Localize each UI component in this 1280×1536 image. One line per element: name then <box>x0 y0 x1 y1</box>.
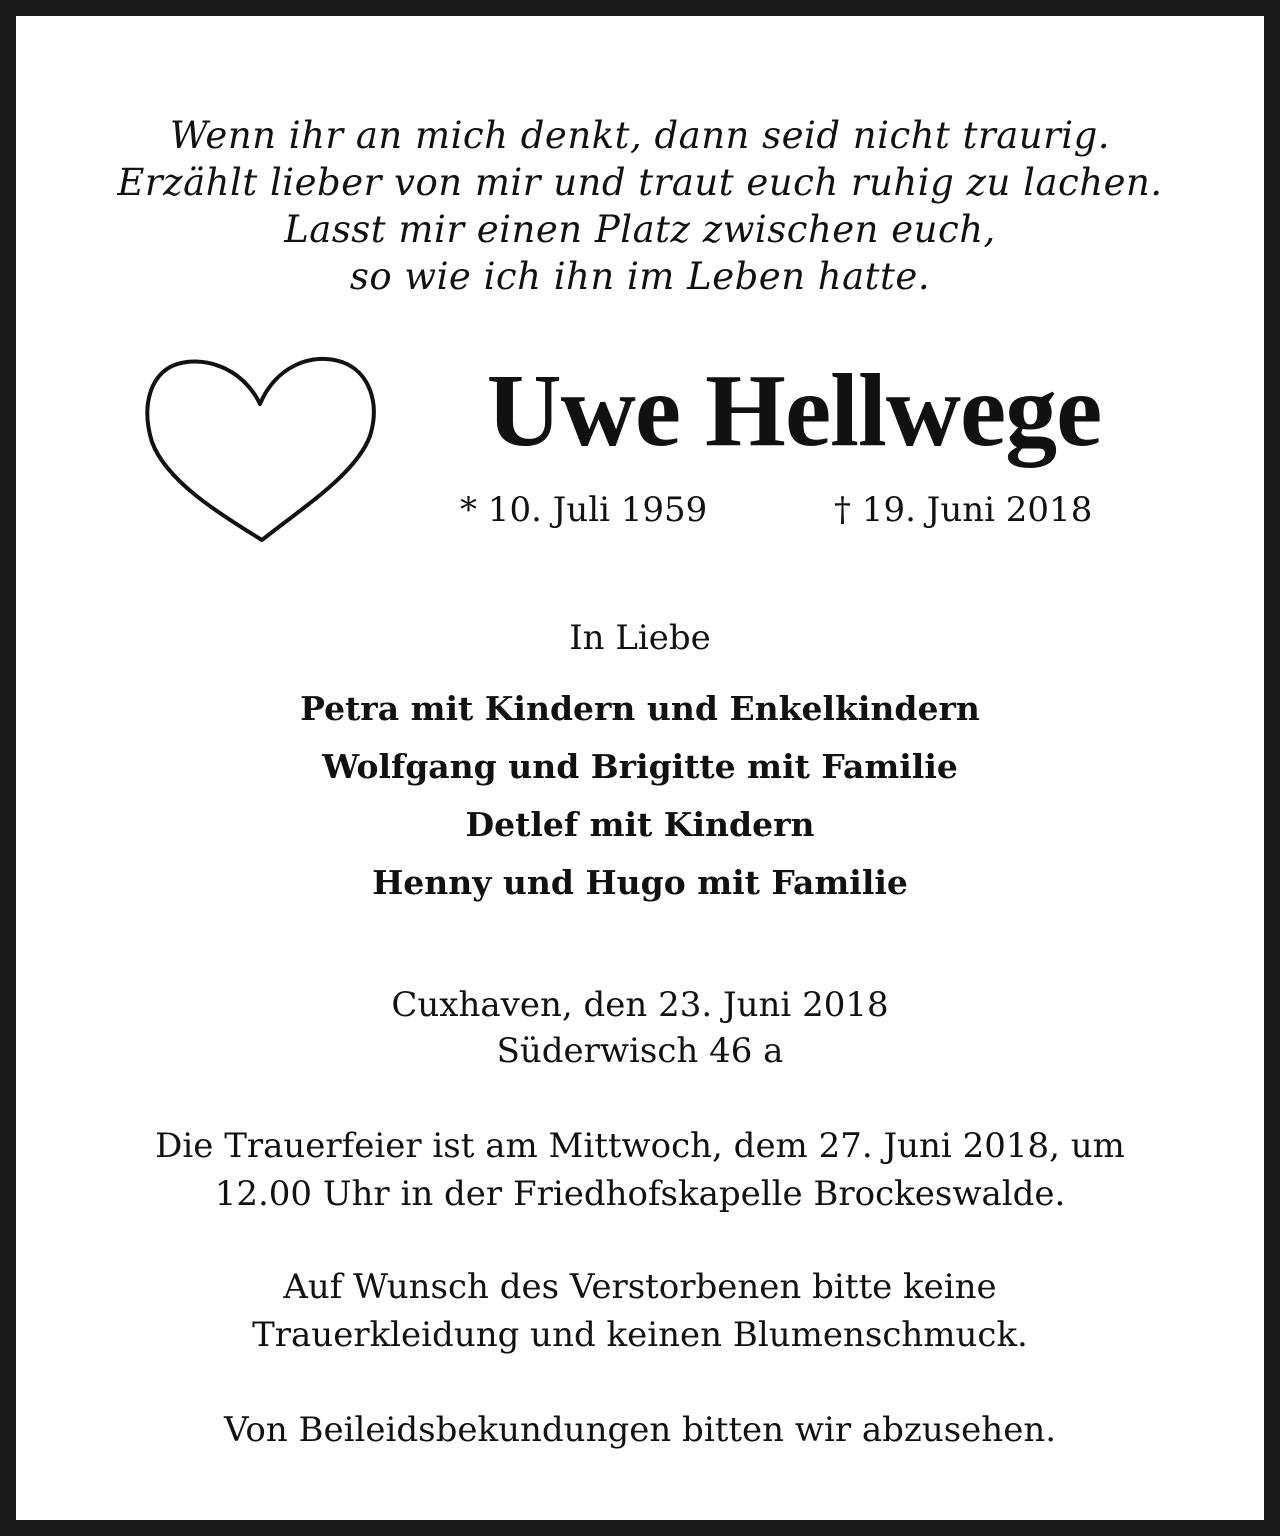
mourner-line: Henny und Hugo mit Familie <box>372 863 908 902</box>
memorial-poem <box>32 112 1248 300</box>
wish-line: Trauerkleidung und keinen Blumenschmuck. <box>252 1315 1028 1355</box>
death-date: † 19. Juni 2018 <box>834 490 1093 530</box>
mourners-list <box>32 680 1248 912</box>
mourner-line: Petra mit Kindern und Enkelkindern <box>300 689 980 728</box>
funeral-service-info <box>32 1122 1248 1218</box>
place-date: Cuxhaven, den 23. Juni 2018 <box>391 985 889 1025</box>
place-and-address <box>32 982 1248 1074</box>
in-love-intro: In Liebe <box>569 618 711 658</box>
deceased-wish <box>32 1263 1248 1359</box>
poem-line: Wenn ihr an mich denkt, dann seid nicht traurig. <box>169 114 1111 157</box>
wish-line: Auf Wunsch des Verstorbenen bitte keine <box>283 1267 997 1307</box>
deceased-name: Uwe Hellwege <box>486 353 1102 468</box>
poem-line: Erzählt lieber von mir und traut euch ruhig zu lachen. <box>117 161 1163 204</box>
birth-date: * 10. Juli 1959 <box>460 490 708 530</box>
poem-line: so wie ich ihn im Leben hatte. <box>349 255 931 298</box>
heart-outline-icon <box>142 352 378 546</box>
ceremony-line: Die Trauerfeier ist am Mittwoch, dem 27. Juni 2018, um <box>155 1126 1125 1166</box>
address: Süderwisch 46 a <box>496 1031 784 1071</box>
poem-line: Lasst mir einen Platz zwischen euch, <box>284 208 996 251</box>
ceremony-line: 12.00 Uhr in der Friedhofskapelle Brockeswalde. <box>214 1174 1066 1214</box>
condolences-note: Von Beileidsbekundungen bitten wir abzusehen. <box>223 1410 1057 1450</box>
mourner-line: Wolfgang und Brigitte mit Familie <box>322 747 958 786</box>
mourner-line: Detlef mit Kindern <box>465 805 815 844</box>
